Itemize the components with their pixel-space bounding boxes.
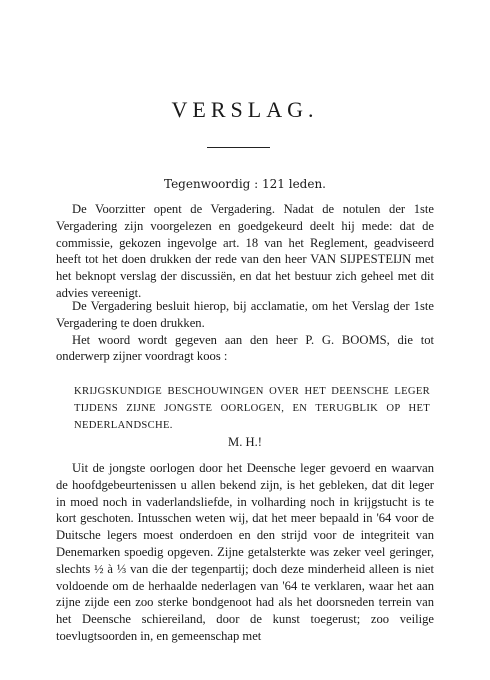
lecture-subject: KRIJGSKUNDIGE BESCHOUWINGEN OVER HET DEENSCHE LEGER TIJDENS ZIJNE JONGSTE OORLOGEN, EN TERUGBLIK OP HET NEDERLANDSCHE. (74, 386, 430, 431)
resolution-paragraph-block (56, 298, 434, 365)
speech-paragraph: Uit de jongste oorlogen door het Deensche leger gevoerd en waarvan de hoofdgebeurtenissen u allen bekend zijn, is het gebleken, dat dit leger in moed noch in vaderlandsliefde, in volharding noch in krijgstucht is te kort geschoten. Intusschen weten wij, dat het meer bepaald in '64 voor de Duitsche legers moest onderdoen en den strijd voor de integriteit van Denemarken spoedig opgeven. Zijne getalsterkte was zeker veel geringer, slechts ½ à ⅓ van die der tegenpartij; doch deze minderheid alleen is niet voldoende om de herhaalde nederlagen van '64 te verklaren, waar het aan zijne zijde een zoo sterke bondgenoot had als het doorsneden terrein van het Deensche schiereiland, door de kunst toegerust; zoo veilige toevlugtsoorden in, en gemeenschap met (56, 461, 434, 643)
salutation: M. H.! (228, 435, 262, 449)
attendance-line: Tegenwoordig : 121 leden. (164, 177, 326, 191)
paragraph-3: Het woord wordt gegeven aan den heer P. G. BOOMS, die tot onderwerp zijner voordragt koos : (56, 332, 434, 364)
page-title: VERSLAG. (171, 97, 319, 122)
paragraph-1: De Voorzitter opent de Vergadering. Nadat de notulen der 1ste Vergadering zijn voorgelezen en goedgekeurd deelt hij mede: dat de commissie, gekozen ingevolge art. 18 van het Reglement, geadviseerd heeft tot het doen drukken der rede van den heer VAN SIJPESTEIJN met het beknopt verslag der discussiën, en dat het bestuur zich geheel met dit advies vereenigt. (56, 202, 434, 300)
opening-paragraph-block (56, 201, 434, 302)
speech-block (56, 460, 434, 645)
title-rule (207, 147, 270, 148)
paragraph-2: De Vergadering besluit hierop, bij acclamatie, om het Verslag der 1ste Vergadering te doen drukken. (56, 299, 434, 330)
